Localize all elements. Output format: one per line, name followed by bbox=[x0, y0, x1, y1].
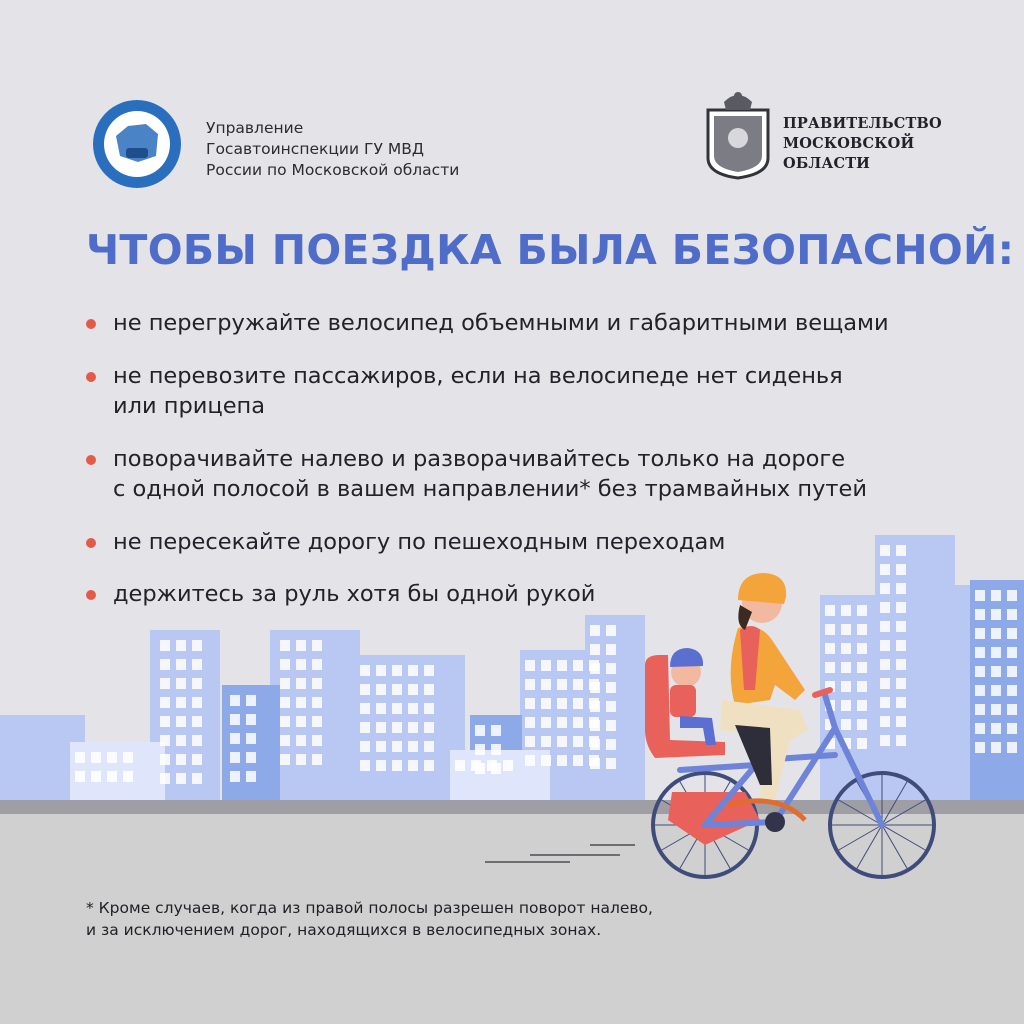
building-window bbox=[376, 741, 386, 752]
building-window bbox=[975, 666, 985, 677]
building-window bbox=[312, 659, 322, 670]
building-window bbox=[590, 701, 600, 712]
building-window bbox=[857, 662, 867, 673]
building-window bbox=[376, 665, 386, 676]
building-window bbox=[487, 760, 497, 771]
building-window bbox=[160, 678, 170, 689]
building-window bbox=[230, 695, 240, 706]
building-window bbox=[880, 621, 890, 632]
building-window bbox=[176, 697, 186, 708]
building-window bbox=[160, 659, 170, 670]
building-window bbox=[360, 684, 370, 695]
building-window bbox=[991, 590, 1001, 601]
building-window bbox=[424, 722, 434, 733]
building-window bbox=[376, 684, 386, 695]
building-window bbox=[230, 714, 240, 725]
building-window bbox=[246, 733, 256, 744]
building-window bbox=[75, 752, 85, 763]
building-window bbox=[424, 741, 434, 752]
building-window bbox=[376, 760, 386, 771]
building-window bbox=[841, 643, 851, 654]
list-item bbox=[86, 527, 986, 557]
building-window bbox=[280, 716, 290, 727]
tip-line: поворачивайте налево и разворачивайтесь только на дороге bbox=[113, 446, 846, 472]
moscow-region-coat-of-arms-icon bbox=[702, 88, 774, 180]
list-item bbox=[86, 308, 986, 338]
building-window bbox=[192, 716, 202, 727]
org-line: России по Московской области bbox=[206, 161, 460, 179]
footnote bbox=[86, 897, 653, 941]
building-window bbox=[857, 719, 867, 730]
building-window bbox=[176, 754, 186, 765]
building-window bbox=[880, 564, 890, 575]
gov-line: МОСКОВСКОЙ bbox=[783, 135, 915, 152]
building-window bbox=[312, 754, 322, 765]
building-window bbox=[280, 754, 290, 765]
org-line: Управление bbox=[206, 119, 304, 137]
building-window bbox=[192, 697, 202, 708]
building-window bbox=[557, 755, 567, 766]
building-window bbox=[606, 758, 616, 769]
rider-back-leg bbox=[735, 725, 772, 785]
building-window bbox=[541, 755, 551, 766]
building-window bbox=[1007, 742, 1017, 753]
building-window bbox=[590, 739, 600, 750]
building-window bbox=[606, 625, 616, 636]
building-window bbox=[408, 703, 418, 714]
building-window bbox=[857, 700, 867, 711]
building-window bbox=[424, 760, 434, 771]
building-window bbox=[192, 659, 202, 670]
building-window bbox=[991, 666, 1001, 677]
building-window bbox=[296, 640, 306, 651]
building-window bbox=[392, 760, 402, 771]
building-window bbox=[455, 760, 465, 771]
building-window bbox=[573, 698, 583, 709]
building-window bbox=[975, 723, 985, 734]
building-window bbox=[880, 678, 890, 689]
building-window bbox=[525, 698, 535, 709]
building-window bbox=[841, 719, 851, 730]
building-window bbox=[857, 681, 867, 692]
building-window bbox=[491, 744, 501, 755]
building-window bbox=[91, 752, 101, 763]
building-window bbox=[525, 679, 535, 690]
building-window bbox=[312, 697, 322, 708]
building-window bbox=[230, 752, 240, 763]
building-window bbox=[176, 678, 186, 689]
building-window bbox=[557, 736, 567, 747]
building-window bbox=[160, 754, 170, 765]
building-window bbox=[296, 754, 306, 765]
building-window bbox=[176, 659, 186, 670]
building-window bbox=[280, 678, 290, 689]
building-window bbox=[1007, 609, 1017, 620]
building-window bbox=[360, 665, 370, 676]
building-window bbox=[246, 771, 256, 782]
org-name bbox=[206, 118, 459, 181]
building-window bbox=[1007, 590, 1017, 601]
government-name bbox=[783, 114, 942, 174]
building-window bbox=[91, 771, 101, 782]
building-window bbox=[280, 735, 290, 746]
building-window bbox=[192, 678, 202, 689]
building-window bbox=[408, 665, 418, 676]
building-window bbox=[1007, 628, 1017, 639]
building-window bbox=[896, 678, 906, 689]
building-window bbox=[606, 701, 616, 712]
building-window bbox=[230, 771, 240, 782]
building-window bbox=[557, 679, 567, 690]
building-window bbox=[896, 564, 906, 575]
building-window bbox=[392, 684, 402, 695]
building-window bbox=[160, 773, 170, 784]
child-helmet bbox=[670, 648, 703, 667]
building-window bbox=[160, 697, 170, 708]
building-window bbox=[312, 678, 322, 689]
building-window bbox=[123, 752, 133, 763]
child-body bbox=[670, 685, 696, 717]
building-window bbox=[975, 647, 985, 658]
building-window bbox=[246, 714, 256, 725]
building-window bbox=[408, 684, 418, 695]
building-window bbox=[525, 736, 535, 747]
page-title: ЧТОБЫ ПОЕЗДКА БЫЛА БЕЗОПАСНОЙ: bbox=[86, 226, 1015, 274]
gov-line: ПРАВИТЕЛЬСТВО bbox=[783, 115, 942, 132]
building-window bbox=[376, 703, 386, 714]
building-window bbox=[590, 625, 600, 636]
building-window bbox=[975, 742, 985, 753]
building-window bbox=[123, 771, 133, 782]
building-window bbox=[525, 660, 535, 671]
building-window bbox=[991, 704, 1001, 715]
building-window bbox=[376, 722, 386, 733]
building-window bbox=[975, 628, 985, 639]
building-window bbox=[590, 644, 600, 655]
building-window bbox=[573, 660, 583, 671]
building-window bbox=[590, 720, 600, 731]
building-window bbox=[606, 663, 616, 674]
building-window bbox=[896, 697, 906, 708]
building-window bbox=[280, 697, 290, 708]
building-window bbox=[825, 624, 835, 635]
building-window bbox=[590, 758, 600, 769]
building-window bbox=[230, 733, 240, 744]
footnote-line: и за исключением дорог, находящихся в велосипедных зонах. bbox=[86, 921, 602, 939]
building-window bbox=[503, 760, 513, 771]
building-window bbox=[408, 760, 418, 771]
building-window bbox=[975, 704, 985, 715]
building-window bbox=[192, 735, 202, 746]
building-window bbox=[525, 717, 535, 728]
building-window bbox=[475, 744, 485, 755]
building-window bbox=[590, 682, 600, 693]
tip-line: не перегружайте велосипед объемными и габаритными вещами bbox=[113, 310, 889, 336]
building-window bbox=[176, 716, 186, 727]
bullet-dot-icon bbox=[86, 538, 96, 548]
building-window bbox=[107, 771, 117, 782]
building-window bbox=[424, 684, 434, 695]
building-window bbox=[541, 698, 551, 709]
tip-line: или прицепа bbox=[113, 393, 266, 419]
building-window bbox=[192, 640, 202, 651]
building-window bbox=[296, 716, 306, 727]
building-window bbox=[192, 754, 202, 765]
building-window bbox=[975, 685, 985, 696]
building-window bbox=[880, 640, 890, 651]
building-window bbox=[825, 643, 835, 654]
building-window bbox=[880, 697, 890, 708]
building-window bbox=[880, 735, 890, 746]
building-window bbox=[192, 773, 202, 784]
building-window bbox=[408, 741, 418, 752]
building-window bbox=[424, 703, 434, 714]
building-window bbox=[841, 681, 851, 692]
building-window bbox=[991, 628, 1001, 639]
building-window bbox=[606, 682, 616, 693]
building-window bbox=[408, 722, 418, 733]
org-line: Госавтоинспекции ГУ МВД bbox=[206, 140, 424, 158]
bullet-dot-icon bbox=[86, 590, 96, 600]
building-window bbox=[360, 703, 370, 714]
building-window bbox=[392, 722, 402, 733]
building-window bbox=[991, 685, 1001, 696]
building-window bbox=[590, 663, 600, 674]
building-window bbox=[825, 662, 835, 673]
building-window bbox=[541, 660, 551, 671]
footnote-line: * Кроме случаев, когда из правой полосы разрешен поворот налево, bbox=[86, 899, 653, 917]
building-window bbox=[541, 736, 551, 747]
building-window bbox=[296, 678, 306, 689]
tip-line: не перевозите пассажиров, если на велосипеде нет сиденья bbox=[113, 363, 843, 389]
bullet-dot-icon bbox=[86, 372, 96, 382]
building-window bbox=[471, 760, 481, 771]
building-window bbox=[557, 698, 567, 709]
building-window bbox=[392, 741, 402, 752]
building-window bbox=[246, 695, 256, 706]
building-window bbox=[392, 665, 402, 676]
gov-line: ОБЛАСТИ bbox=[783, 155, 871, 172]
list-item bbox=[86, 579, 986, 609]
building-window bbox=[475, 725, 485, 736]
building-window bbox=[857, 738, 867, 749]
building-window bbox=[360, 741, 370, 752]
building-window bbox=[606, 739, 616, 750]
building-window bbox=[880, 716, 890, 727]
list-item bbox=[86, 361, 986, 421]
building-window bbox=[991, 609, 1001, 620]
building-window bbox=[841, 662, 851, 673]
building-window bbox=[841, 700, 851, 711]
building-window bbox=[573, 679, 583, 690]
building-window bbox=[573, 717, 583, 728]
building-window bbox=[491, 725, 501, 736]
building-window bbox=[176, 735, 186, 746]
building-window bbox=[312, 735, 322, 746]
building-window bbox=[606, 720, 616, 731]
building-window bbox=[296, 697, 306, 708]
building-window bbox=[573, 755, 583, 766]
building-window bbox=[541, 679, 551, 690]
tip-line: держитесь за руль хотя бы одной рукой bbox=[113, 581, 596, 607]
building-window bbox=[857, 624, 867, 635]
building-window bbox=[896, 621, 906, 632]
building-window bbox=[360, 760, 370, 771]
building-window bbox=[1007, 723, 1017, 734]
building-window bbox=[896, 659, 906, 670]
building-window bbox=[991, 647, 1001, 658]
building-window bbox=[896, 735, 906, 746]
building-window bbox=[975, 609, 985, 620]
building-window bbox=[1007, 666, 1017, 677]
building-window bbox=[75, 771, 85, 782]
building-window bbox=[176, 640, 186, 651]
building-window bbox=[160, 735, 170, 746]
list-item bbox=[86, 444, 986, 504]
building-window bbox=[896, 640, 906, 651]
building-window bbox=[312, 640, 322, 651]
building-window bbox=[424, 665, 434, 676]
tip-line: с одной полосой в вашем направлении* без трамвайных путей bbox=[113, 476, 867, 502]
building-window bbox=[857, 643, 867, 654]
bullet-dot-icon bbox=[86, 319, 96, 329]
building-window bbox=[360, 722, 370, 733]
building-window bbox=[525, 755, 535, 766]
pedal-crank bbox=[765, 812, 785, 832]
building-window bbox=[880, 659, 890, 670]
building-window bbox=[160, 640, 170, 651]
building-window bbox=[280, 659, 290, 670]
building-window bbox=[557, 660, 567, 671]
building-window bbox=[557, 717, 567, 728]
building-window bbox=[841, 624, 851, 635]
building-window bbox=[160, 716, 170, 727]
building-window bbox=[296, 659, 306, 670]
building-window bbox=[1007, 704, 1017, 715]
building-window bbox=[1007, 685, 1017, 696]
building-window bbox=[991, 742, 1001, 753]
building-window bbox=[312, 716, 322, 727]
building-window bbox=[606, 644, 616, 655]
gibdd-emblem-icon bbox=[86, 98, 189, 190]
tip-line: не пересекайте дорогу по пешеходным переходам bbox=[113, 529, 726, 555]
building-window bbox=[896, 716, 906, 727]
building-window bbox=[176, 773, 186, 784]
building-window bbox=[296, 735, 306, 746]
building-window bbox=[1007, 647, 1017, 658]
bullet-dot-icon bbox=[86, 455, 96, 465]
building-window bbox=[991, 723, 1001, 734]
building-window bbox=[246, 752, 256, 763]
building-window bbox=[107, 752, 117, 763]
building-window bbox=[392, 703, 402, 714]
building-window bbox=[541, 717, 551, 728]
building-window bbox=[280, 640, 290, 651]
building-window bbox=[573, 736, 583, 747]
